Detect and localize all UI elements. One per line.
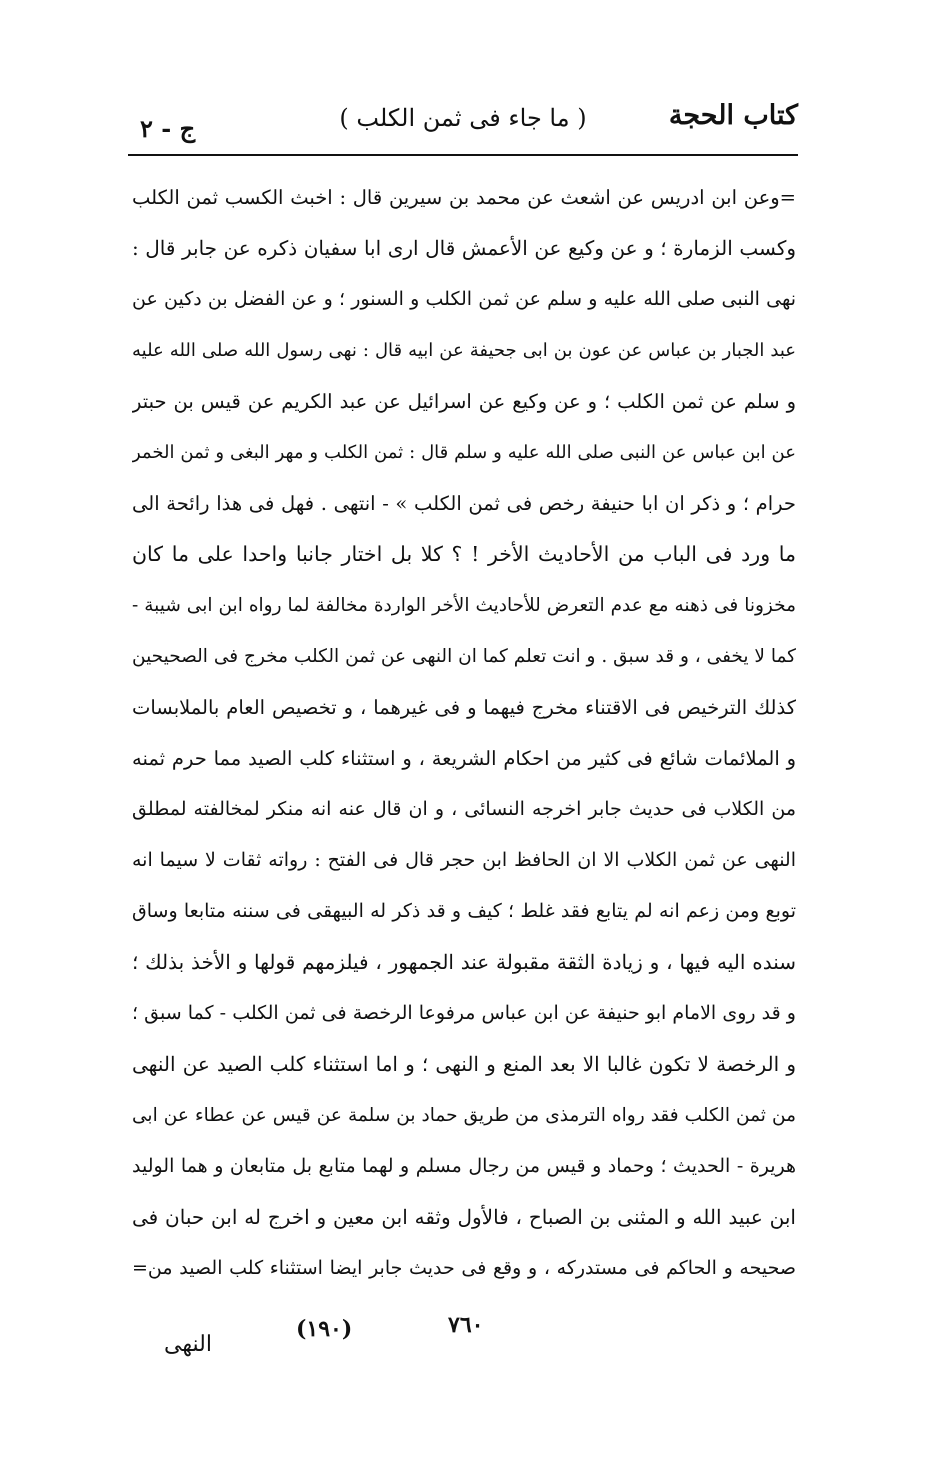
text-line: =وعن ابن ادريس عن اشعث عن محمد بن سيرين قال : اخبث الكسب ثمن الكلب xyxy=(132,186,796,209)
sheet-number: (١٩٠) xyxy=(296,1316,353,1342)
body-text xyxy=(132,172,796,1294)
chapter-title: ( ما جاء فى ثمن الكلب ) xyxy=(339,104,587,132)
text-line: و الرخصة لا تكون غالبا الا بعد المنع و النهى ؛ و اما استثناء كلب الصيد عن النهى xyxy=(132,1052,796,1076)
text-line: و سلم عن ثمن الكلب ؛ و عن وكيع عن اسرائيل عن عبد الكريم عن قيس بن حبتر xyxy=(132,390,796,413)
volume-number: ج - ٢ xyxy=(140,114,196,143)
text-line: من الكلاب فى حديث جابر اخرجه النسائى ، و ان قال عنه انه منكر لمخالفته لمطلق xyxy=(132,798,796,820)
text-line: سنده اليه فيها ، و زيادة الثقة مقبولة عند الجمهور ، فيلزمهم قولها و الأخذ بذلك ؛ xyxy=(132,950,796,974)
text-line: وكسب الزمارة ؛ و عن وكيع عن الأعمش قال ارى ابا سفيان ذكره عن جابر قال : xyxy=(132,236,796,260)
text-line: توبع ومن زعم انه لم يتابع فقد غلط ؛ كيف و قد ذكر له البيهقى فى سننه متابعا وساق xyxy=(132,900,796,922)
text-line: من ثمن الكلب فقد رواه الترمذى من طريق حماد بن سلمة عن قيس عن عطاء عن ابى xyxy=(132,1105,796,1126)
text-line: نهى النبى صلى الله عليه و سلم عن ثمن الكلب و السنور ؛ و عن الفضل بن دكين عن xyxy=(132,288,796,310)
text-line: النهى عن ثمن الكلاب الا ان الحافظ ابن حجر قال فى الفتح : رواته ثقات لا سيما انه xyxy=(132,849,796,871)
text-line: مخزونا فى ذهنه مع عدم التعرض للأحاديث الأخر الواردة مخالفة لما رواه ابن ابى شيبة - xyxy=(132,595,796,616)
text-line: هريرة - الحديث ؛ وحماد و قيس من رجال مسلم و لهما متابع بل متابعان و هما الوليد xyxy=(132,1155,796,1177)
text-line: و قد روى الامام ابو حنيفة عن ابن عباس مرفوعا الرخصة فى ثمن الكلب - كما سبق ؛ xyxy=(132,1002,796,1024)
header-rule xyxy=(128,154,798,156)
text-line: عن ابن عباس عن النبى صلى الله عليه و سلم قال : ثمن الكلب و مهر البغى و ثمن الخمر xyxy=(132,442,796,463)
running-header xyxy=(128,100,798,150)
page-number: ٧٦٠ xyxy=(448,1312,484,1338)
catchword: النهى xyxy=(164,1332,212,1357)
page-footer xyxy=(128,1312,798,1362)
text-line: حرام ؛ و ذكر ان ابا حنيفة رخص فى ثمن الكلب » - انتهى . فهل فى هذا رائحة الى xyxy=(132,492,796,515)
text-line: كما لا يخفى ، و قد سبق . و انت تعلم كما ان النهى عن ثمن الكلب مخرج فى الصحيحين xyxy=(132,646,796,667)
text-line: ابن عبيد الله و المثنى بن الصباح ، فالأول وثقه ابن معين و اخرج له ابن حبان فى xyxy=(132,1205,796,1229)
book-title: كتاب الحجة xyxy=(668,100,798,131)
text-line: عبد الجبار بن عباس عن عون بن ابى جحيفة عن ابيه قال : نهى رسول الله صلى الله عليه xyxy=(132,340,796,361)
text-line: و الملائمات شائع فى كثير من احكام الشريعة ، و استثناء كلب الصيد مما حرم ثمنه xyxy=(132,747,796,770)
text-line: صحيحه و الحاكم فى مستدركه ، و وقع فى حديث جابر ايضا استثناء كلب الصيد من= xyxy=(132,1257,796,1279)
text-line: ما ورد فى الباب من الأحاديث الأخر ! ؟ كلا بل اختار جانبا واحدا على ما كان xyxy=(132,542,796,566)
text-line: كذلك الترخيص فى الاقتناء مخرج فيهما و فى غيرهما ، و تخصيص العام بالملابسات xyxy=(132,696,796,719)
